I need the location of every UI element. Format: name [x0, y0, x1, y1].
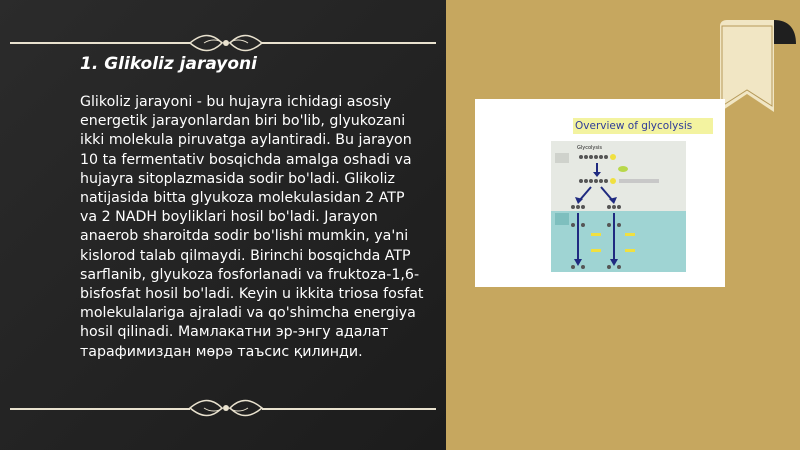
- glycolysis-figure-card: [475, 99, 725, 287]
- top-ornament-icon: [188, 32, 264, 54]
- frame-top-left-line: [10, 42, 190, 44]
- slide-title: 1. Glikoliz jarayoni: [80, 54, 257, 74]
- glycolysis-diagram: [551, 141, 686, 272]
- figure-title: Overview of glycolysis: [573, 118, 713, 134]
- slide-body-text: Glikoliz jarayoni - bu hujayra ichidagi asosiy energetik jarayonlardan biri bo'lib, glyukozani ikki molekula piruvatga aylantiradi. Bu jarayon 10 ta fermentativ bosqichda amalga oshadi va hujayra sitoplazmasida sodir bo'ladi. Glikoliz natijasida bitta glyukoza molekulasidan 2 ATP va 2 NADH boyliklari hosil bo'ladi. Jarayon anaerob sharoitda sodir bo'lishi mumkin, ya'ni kislorod talab qilmaydi. Birinchi bosqichda ATP sarflanib, glyukoza fosforlanadi va fruktoza-1,6-bisfosfat hosil bo'ladi. Keyin u ikkita triosa fosfat molekulalariga ajraladi va qo'shimcha energiya hosil qilinadi. Мамлакатни эр-энгу адалат тарафимиздан мөрә таъсис қилинди.: [80, 94, 424, 360]
- bookmark-ribbon-icon: [716, 18, 800, 130]
- frame-bottom-left-line: [10, 408, 190, 410]
- frame-bottom-right-line: [262, 408, 436, 410]
- bottom-ornament-icon: [188, 397, 264, 419]
- frame-top-right-line: [262, 42, 436, 44]
- diagram-heading: Glycolysis: [577, 145, 602, 151]
